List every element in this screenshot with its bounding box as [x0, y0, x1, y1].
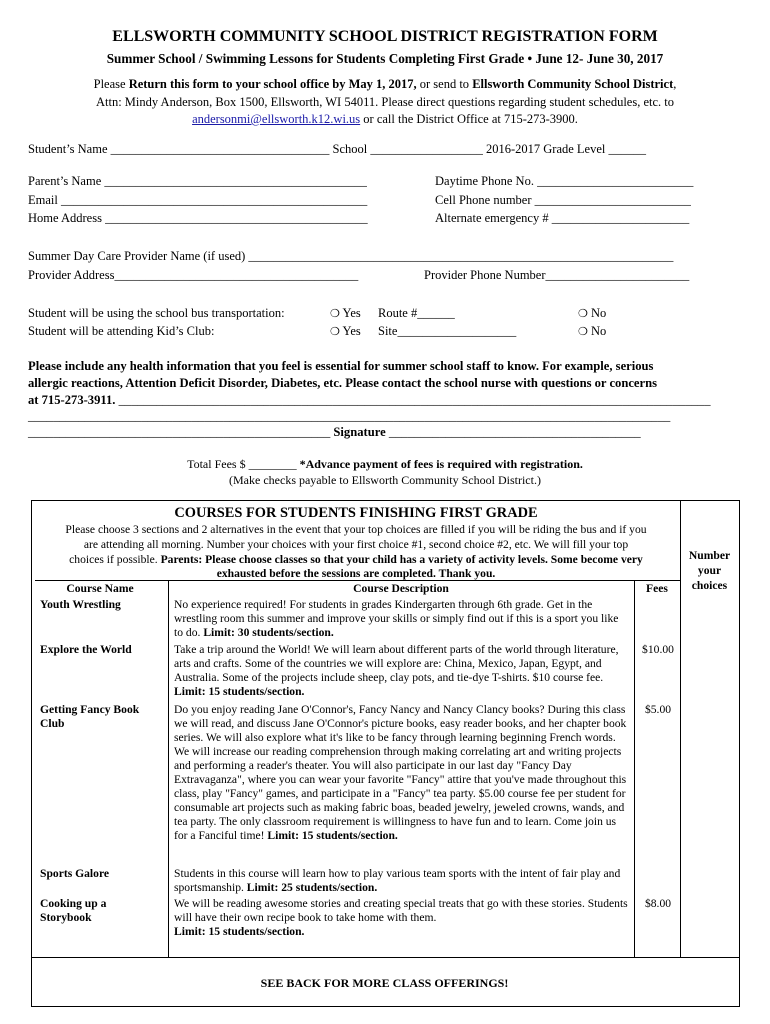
course-name-getting-fancy-book-club: Getting Fancy Book Club [40, 703, 140, 730]
course-name-sports-galore: Sports Galore [40, 867, 110, 880]
club-yes-label: Yes [342, 324, 361, 338]
radio-circle-icon: ❍ [330, 325, 340, 338]
health-line-4[interactable]: ______________________________________________________________________________________________________ [28, 409, 671, 423]
table-bottom-rule [31, 957, 739, 958]
form-title: ELLSWORTH COMMUNITY SCHOOL DISTRICT REGISTRATION FORM [112, 28, 658, 45]
name-column-divider [168, 580, 169, 957]
health-line-3[interactable] [28, 393, 711, 408]
course-name-cooking-up-a-storybook: Cooking up a Storybook [40, 897, 107, 924]
course-desc-sports-galore [174, 867, 630, 895]
col-course-description: Course Description [353, 582, 449, 595]
site-field[interactable]: Site___________________ [378, 324, 517, 338]
health-rule: ______________________________________________________________________________________________ [115, 393, 711, 407]
club-yes-option[interactable] [330, 324, 361, 339]
courses-intro-3 [31, 553, 681, 566]
col-course-name: Course Name [66, 582, 134, 595]
courses-intro-4: exhausted before the sessions are completed. Thank you. [216, 567, 496, 580]
desc-text: We will be reading awesome stories and creating special treats that go with these stories. Students will have their own recipe book to take home with them. [174, 897, 628, 924]
return-deadline: Return this form to your school office by May 1, 2017, [128, 77, 417, 91]
bus-label: Student will be using the school bus transportation: [28, 306, 285, 320]
nurse-phone: at 715-273-3911. [28, 393, 116, 407]
total-fees-field: Total Fees $ ________ [187, 457, 300, 471]
student-name-field[interactable]: Student’s Name ___________________________________ School __________________ 2016-2017 Grade Level ______ [28, 142, 647, 156]
desc-text: Do you enjoy reading Jane O'Connor's, Fancy Nancy and Nancy Clancy books? During this class we will read, and discuss Jane O'Connor's picture books, easy reader books, and her chapter book series. We will also explore what it's like to be fancy through learning beginning French words. We will increase our reading comprehension through making correlating art and writing projects and performing a reader's theater. You will also participate in our last day "Fancy Day Extravaganza", where you can wear your favorite "Fancy" attire that you've made throughout this class, play "Fancy" games, and participate in a "Fancy" tea party. $5.00 course fee per student for consumable art projects such as making fabric boas, beaded jewelry, jeweled crowns, wands, and tea party. The only classroom requirement is willingness to have fun and to learn. Come join us for a Fanciful time! [174, 703, 627, 842]
bus-no-label: No [591, 306, 607, 320]
radio-circle-icon: ❍ [578, 325, 588, 338]
course-fee-cooking-up-a-storybook: $8.00 [644, 897, 672, 910]
signature-rule-right: ________________________________________ [385, 425, 641, 439]
courses-heading: COURSES FOR STUDENTS FINISHING FIRST GRADE [174, 505, 538, 521]
advance-payment-note: *Advance payment of fees is required with registration. [299, 457, 583, 471]
instructions-line-3 [0, 112, 770, 127]
instr-mid: or send to [416, 77, 473, 91]
club-no-option[interactable] [578, 324, 606, 339]
desc-column-divider [634, 580, 635, 957]
courses-intro-1: Please choose 3 sections and 2 alternatives in the event that your top choices are filled if you will be riding the bus and if you [65, 523, 647, 536]
route-field[interactable]: Route #______ [378, 306, 455, 320]
home-address-field[interactable]: Home Address __________________________________________ [28, 211, 368, 225]
radio-circle-icon: ❍ [578, 307, 588, 320]
course-desc-getting-fancy-book-club [174, 703, 630, 843]
desc-text: No experience required! For students in grades Kindergarten through 6th grade. Get in the wrestling room this summer and improve your skills or simply find out if this is a sport you like to do. [174, 598, 619, 639]
header-rule [35, 580, 680, 581]
phone-text: or call the District Office at 715-273-3900. [360, 112, 578, 126]
signature-rule-left: ________________________________________________ [28, 425, 334, 439]
limit-text: Limit: 25 students/section. [246, 881, 378, 894]
health-line-1: Please include any health information that you feel is essential for summer school staff to know. For example, serious [28, 359, 654, 373]
provider-address-field[interactable]: Provider Address_______________________________________ [28, 268, 359, 282]
limit-text: Limit: 30 students/section. [203, 626, 334, 639]
instr-end: , [673, 77, 677, 91]
intro-3-pre: choices if possible. [69, 553, 161, 566]
courses-intro-2: are attending all morning. Number your choices with your first choice #1, second choice #2, etc. We will fill your top [83, 538, 629, 551]
parent-name-field[interactable]: Parent’s Name __________________________________________ [28, 174, 367, 188]
course-name-youth-wrestling: Youth Wrestling [40, 598, 121, 611]
checks-note: (Make checks payable to Ellsworth Community School District.) [229, 473, 541, 487]
daytime-phone-field[interactable]: Daytime Phone No. _________________________ [435, 174, 694, 188]
provider-phone-field[interactable]: Provider Phone Number_______________________ [424, 268, 690, 282]
course-desc-cooking-up-a-storybook [174, 897, 630, 939]
bus-yes-option[interactable] [330, 306, 361, 321]
radio-circle-icon: ❍ [330, 307, 340, 320]
course-desc-youth-wrestling [174, 598, 626, 640]
instructions-line-1 [0, 77, 770, 92]
instructions-line-2: Attn: Mindy Anderson, Box 1500, Ellsworth, WI 54011. Please direct questions regarding student schedules, etc. to [95, 95, 675, 109]
health-line-2: allergic reactions, Attention Deficit Disorder, Diabetes, etc. Please contact the school nurse with questions or concerns [28, 376, 658, 390]
club-label: Student will be attending Kid’s Club: [28, 324, 215, 338]
desc-text: Take a trip around the World! We will learn about different parts of the world through literature, arts and crafts. Some of the countries we will explore are: China, Mexico, Japan, Egypt, and Australia. Some of the projects include sheep, clay pots, and tie-dye T-shirts. $10 course fee. [174, 643, 619, 684]
limit-text: Limit: 15 students/section. [267, 829, 398, 842]
intro-3-bold: Parents: Please choose classes so that your child has a variety of activity levels. Some become very [160, 553, 643, 566]
course-fee-explore-the-world: $10.00 [642, 643, 674, 656]
total-fees-line[interactable] [0, 457, 770, 472]
alternate-emergency-field[interactable]: Alternate emergency # ______________________ [435, 211, 690, 225]
instr-pre: Please [93, 77, 129, 91]
course-fee-getting-fancy-book-club: $5.00 [644, 703, 672, 716]
see-back-note: SEE BACK FOR MORE CLASS OFFERINGS! [260, 976, 509, 990]
signature-label: Signature [333, 425, 386, 439]
course-desc-explore-the-world [174, 643, 630, 699]
signature-line[interactable] [28, 425, 641, 440]
district-name: Ellsworth Community School District [472, 77, 674, 91]
bus-no-option[interactable] [578, 306, 606, 321]
col-fees: Fees [646, 582, 668, 595]
club-no-label: No [591, 324, 607, 338]
bus-yes-label: Yes [342, 306, 361, 320]
desc-text: Students in this course will learn how to play various team sports with the intent of fair play and sportsmanship. [174, 867, 621, 894]
limit-text: Limit: 15 students/section. [174, 685, 305, 698]
email-link[interactable]: andersonmi@ellsworth.k12.wi.us [192, 112, 361, 126]
daycare-provider-field[interactable]: Summer Day Care Provider Name (if used) ____________________________________________________________________ [28, 249, 674, 263]
col-number-choices: Number your choices [688, 549, 731, 592]
course-name-explore-the-world: Explore the World [40, 643, 132, 656]
form-subtitle: Summer School / Swimming Lessons for Students Completing First Grade • June 12- June 30, 2017 [106, 51, 664, 66]
email-field[interactable]: Email _________________________________________________ [28, 193, 368, 207]
limit-text: Limit: 15 students/section. [174, 925, 305, 938]
cell-phone-field[interactable]: Cell Phone number _________________________ [435, 193, 691, 207]
